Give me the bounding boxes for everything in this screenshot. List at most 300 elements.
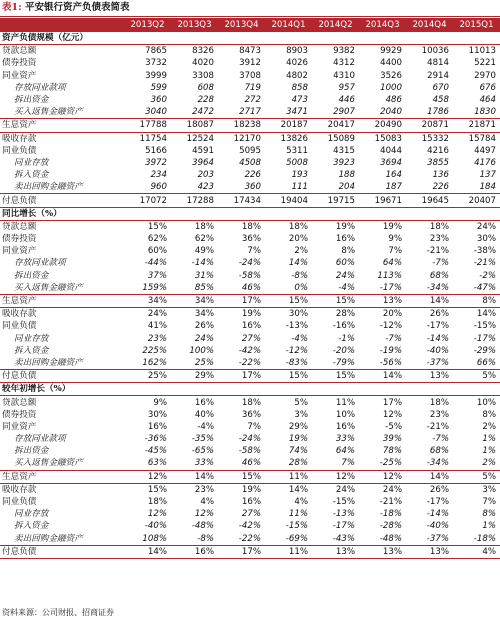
- table-cell: 2040: [380, 107, 402, 118]
- table-cell: 2%: [482, 458, 496, 469]
- table-cell: -24%: [238, 434, 261, 445]
- table-cell: 5008: [286, 157, 308, 168]
- table-row: [0, 308, 500, 321]
- table-cell: 23%: [429, 234, 449, 245]
- table-cell: 2717: [239, 107, 261, 118]
- table-row: [0, 45, 500, 58]
- table-cell: 19%: [382, 221, 402, 232]
- row-label: 同业存放: [14, 157, 49, 168]
- header-corner: [0, 18, 124, 32]
- table-cell: 19%: [241, 484, 261, 495]
- table-cell: 23%: [147, 333, 167, 344]
- table-cell: -14%: [426, 333, 449, 344]
- table-cell: 113%: [377, 270, 402, 281]
- table-cell: 27%: [241, 333, 261, 344]
- row-label: 同业负债: [2, 145, 37, 156]
- row-label: 吸收存款: [2, 484, 37, 495]
- row-label: 卖出回购金融资产: [14, 533, 83, 544]
- table-row: [0, 169, 500, 181]
- table-cell: 4044: [380, 145, 402, 156]
- table-row: [0, 508, 500, 520]
- table-cell: -69%: [285, 533, 308, 544]
- table-cell: -48%: [191, 521, 214, 532]
- table-cell: -2%: [479, 270, 496, 281]
- table-cell: 24%: [194, 333, 214, 344]
- table-cell: 15%: [265, 294, 312, 307]
- table-cell: -4%: [197, 421, 214, 432]
- table-cell: 4216: [427, 145, 449, 156]
- table-cell: 17%: [382, 397, 402, 408]
- table-cell: -15%: [473, 321, 496, 332]
- table-cell: 1%: [482, 434, 496, 445]
- table-cell: 30%: [288, 309, 308, 320]
- table-row: [0, 282, 500, 295]
- table-cell: 3999: [145, 70, 167, 81]
- table-cell: 11%: [335, 397, 355, 408]
- table-cell: 24%: [382, 484, 402, 495]
- table-cell: 19404: [265, 194, 312, 207]
- table-cell: 10036: [421, 46, 449, 57]
- row-label: 生息资产: [0, 119, 124, 132]
- table-cell: 858: [291, 82, 308, 93]
- table-cell: -7%: [385, 333, 402, 344]
- table-row: [0, 333, 500, 345]
- table-cell: 11%: [265, 470, 312, 483]
- table-cell: -25%: [379, 458, 402, 469]
- table-cell: -8%: [197, 533, 214, 544]
- table-cell: 8%: [482, 409, 496, 420]
- table-cell: 4%: [453, 545, 500, 558]
- row-label: 同业资产: [2, 246, 37, 257]
- table-cell: -36%: [144, 434, 167, 445]
- table-cell: -83%: [285, 357, 308, 368]
- column-header: 2013Q4: [218, 18, 265, 32]
- row-label: 存放同业款项: [14, 434, 66, 445]
- table-cell: 17288: [171, 194, 218, 207]
- table-cell: -20%: [332, 345, 355, 356]
- table-cell: 29%: [171, 370, 218, 383]
- row-label: 付息负债: [0, 370, 124, 383]
- table-cell: 193: [291, 170, 308, 181]
- table-cell: 17%: [218, 370, 265, 383]
- table-cell: 18087: [171, 119, 218, 132]
- table-cell: -17%: [332, 521, 355, 532]
- table-cell: 225%: [142, 345, 167, 356]
- table-cell: 8326: [192, 46, 214, 57]
- table-cell: -56%: [379, 357, 402, 368]
- table-title: [2, 0, 129, 16]
- table-cell: 676: [479, 82, 496, 93]
- table-cell: 3040: [145, 107, 167, 118]
- table-cell: -12%: [285, 345, 308, 356]
- table-cell: 18%: [241, 221, 261, 232]
- table-cell: 1%: [482, 446, 496, 457]
- section-header-row: [0, 32, 500, 45]
- table-cell: -65%: [191, 446, 214, 457]
- table-row: [0, 520, 500, 532]
- table-cell: 4310: [333, 70, 355, 81]
- table-cell: 12%: [359, 470, 406, 483]
- table-cell: 25%: [194, 357, 214, 368]
- table-cell: 2472: [192, 107, 214, 118]
- table-cell: 20417: [312, 119, 359, 132]
- table-cell: 25%: [124, 370, 171, 383]
- table-cell: 27%: [241, 509, 261, 520]
- table-cell: 26%: [429, 484, 449, 495]
- table-cell: 19%: [288, 434, 308, 445]
- column-header: 2014Q3: [359, 18, 406, 32]
- table-cell: 12524: [186, 133, 214, 144]
- table-cell: 188: [338, 170, 355, 181]
- table-cell: 8473: [239, 46, 261, 57]
- table-cell: 8%: [482, 509, 496, 520]
- table-row: [0, 82, 500, 94]
- table-cell: -58%: [238, 446, 261, 457]
- table-cell: 26%: [429, 309, 449, 320]
- table-cell: 670: [432, 82, 449, 93]
- source-note: 资料来源：公司财报、招商证券: [2, 608, 114, 617]
- table-cell: 13826: [280, 133, 308, 144]
- table-cell: 5%: [453, 470, 500, 483]
- table-cell: -14%: [426, 509, 449, 520]
- table-row: [0, 320, 500, 332]
- table-row: [0, 181, 500, 194]
- table-cell: 15%: [312, 294, 359, 307]
- table-row: [0, 483, 500, 496]
- table-cell: -12%: [379, 321, 402, 332]
- row-label: 拆入资金: [14, 521, 49, 532]
- table-cell: -15%: [332, 497, 355, 508]
- table-cell: 14%: [406, 294, 453, 307]
- table-cell: -17%: [473, 333, 496, 344]
- table-row: [0, 119, 500, 132]
- table-cell: 4176: [474, 157, 496, 168]
- table-row: [0, 57, 500, 69]
- row-label: 拆入资金: [14, 345, 49, 356]
- table-cell: -40%: [144, 521, 167, 532]
- row-label: 拆入资金: [14, 170, 49, 181]
- table-cell: 46%: [241, 458, 261, 469]
- table-row: [0, 396, 500, 409]
- table-cell: -17%: [426, 497, 449, 508]
- table-cell: 11013: [468, 46, 496, 57]
- table-cell: -29%: [473, 345, 496, 356]
- table-cell: 62%: [147, 234, 167, 245]
- table-cell: 3923: [333, 157, 355, 168]
- table-cell: 34%: [171, 294, 218, 307]
- table-cell: 5311: [286, 145, 308, 156]
- table-cell: 16%: [335, 234, 355, 245]
- header-row: [0, 18, 500, 32]
- table-row: [0, 245, 500, 257]
- table-cell: 2970: [474, 70, 496, 81]
- table-cell: 9%: [388, 234, 402, 245]
- table-row: [0, 433, 500, 445]
- table-cell: 18%: [288, 221, 308, 232]
- row-label: 买入返售金融资产: [14, 107, 83, 118]
- table-cell: -44%: [144, 258, 167, 269]
- table-cell: -16%: [332, 321, 355, 332]
- table-cell: 12%: [312, 470, 359, 483]
- table-cell: -21%: [379, 497, 402, 508]
- table-cell: -79%: [332, 357, 355, 368]
- table-cell: 100%: [189, 345, 214, 356]
- table-cell: 17434: [218, 194, 265, 207]
- table-cell: 4020: [192, 58, 214, 69]
- table-cell: 234: [150, 170, 167, 181]
- table-row: [0, 220, 500, 233]
- table-cell: 4508: [239, 157, 261, 168]
- table-cell: 18%: [147, 497, 167, 508]
- table-cell: 16%: [335, 421, 355, 432]
- table-cell: -5%: [385, 421, 402, 432]
- table-cell: 4497: [474, 145, 496, 156]
- table-cell: 39%: [382, 434, 402, 445]
- table-row: [0, 409, 500, 421]
- table-cell: 4026: [286, 58, 308, 69]
- table-cell: 3694: [380, 157, 402, 168]
- table-cell: 15784: [468, 133, 496, 144]
- table-cell: 272: [244, 95, 261, 106]
- table-cell: -13%: [285, 321, 308, 332]
- table-cell: -38%: [473, 246, 496, 257]
- table-cell: 78%: [382, 446, 402, 457]
- table-cell: 5%: [453, 370, 500, 383]
- section-title: 资产负债规模（亿元）: [0, 32, 500, 45]
- table-cell: 19671: [359, 194, 406, 207]
- table-row: [0, 157, 500, 169]
- table-cell: -22%: [238, 533, 261, 544]
- table-cell: 7%: [341, 458, 355, 469]
- table-cell: -37%: [426, 533, 449, 544]
- table-cell: 68%: [429, 270, 449, 281]
- table-cell: 159%: [142, 282, 167, 293]
- table-row: [0, 132, 500, 145]
- table-cell: 15%: [147, 221, 167, 232]
- table-row: [0, 257, 500, 269]
- table-cell: 10%: [335, 409, 355, 420]
- table-cell: 74%: [288, 446, 308, 457]
- table-cell: 9929: [380, 46, 402, 57]
- table-cell: -7%: [432, 434, 449, 445]
- table-cell: 30%: [476, 234, 496, 245]
- table-cell: 4814: [427, 58, 449, 69]
- row-label: 同业负债: [2, 321, 37, 332]
- table-cell: 228: [197, 95, 214, 106]
- table-cell: 16%: [194, 397, 214, 408]
- table-cell: -7%: [432, 258, 449, 269]
- table-cell: 36%: [241, 234, 261, 245]
- row-label: 债券投资: [2, 234, 37, 245]
- table-cell: 11754: [139, 133, 167, 144]
- table-cell: 13%: [406, 545, 453, 558]
- table-cell: 136: [432, 170, 449, 181]
- table-cell: 8903: [286, 46, 308, 57]
- table-cell: 46%: [241, 282, 261, 293]
- section-header-row: [0, 383, 500, 396]
- table-cell: 15332: [421, 133, 449, 144]
- table-row: [0, 370, 500, 383]
- section-title: 较年初增长（%）: [0, 383, 500, 396]
- table-cell: 18%: [194, 221, 214, 232]
- table-cell: -1%: [338, 333, 355, 344]
- column-header: 2014Q4: [406, 18, 453, 32]
- row-label: 贷款总额: [2, 221, 37, 232]
- row-label: 债券投资: [2, 58, 37, 69]
- table-cell: 3%: [482, 484, 496, 495]
- table-cell: 9%: [153, 397, 167, 408]
- row-label: 同业资产: [2, 421, 37, 432]
- table-cell: 16%: [241, 497, 261, 508]
- row-label: 付息负债: [0, 545, 124, 558]
- table-cell: 20187: [265, 119, 312, 132]
- table-cell: 184: [479, 182, 496, 193]
- table-cell: 18238: [218, 119, 265, 132]
- table-cell: 203: [197, 170, 214, 181]
- table-cell: 11%: [288, 509, 308, 520]
- table-cell: 15089: [327, 133, 355, 144]
- table-cell: 60%: [147, 246, 167, 257]
- table-row: [0, 533, 500, 546]
- table-cell: 20871: [406, 119, 453, 132]
- table-cell: 360: [150, 95, 167, 106]
- table-cell: -34%: [426, 282, 449, 293]
- row-label: 生息资产: [0, 294, 124, 307]
- table-cell: 31%: [194, 270, 214, 281]
- table-cell: 423: [197, 182, 214, 193]
- table-cell: 446: [338, 95, 355, 106]
- table-row: [0, 106, 500, 119]
- table-row: [0, 445, 500, 457]
- table-cell: 599: [150, 82, 167, 93]
- table-cell: -22%: [238, 357, 261, 368]
- table-cell: 20%: [382, 309, 402, 320]
- table-cell: 33%: [335, 434, 355, 445]
- table-cell: -8%: [291, 270, 308, 281]
- table-cell: 4591: [192, 145, 214, 156]
- table-cell: -24%: [238, 258, 261, 269]
- table-cell: 14%: [359, 370, 406, 383]
- table-cell: 15%: [312, 370, 359, 383]
- table-cell: 5166: [145, 145, 167, 156]
- row-label: 卖出回购金融资产: [14, 357, 83, 368]
- table-cell: 16%: [241, 321, 261, 332]
- table-cell: -47%: [473, 282, 496, 293]
- table-cell: 17%: [218, 545, 265, 558]
- table-cell: 14%: [171, 470, 218, 483]
- table-cell: 8%: [453, 294, 500, 307]
- table-cell: 486: [385, 95, 402, 106]
- table-cell: 23%: [429, 409, 449, 420]
- row-label: 卖出回购金融资产: [14, 182, 83, 193]
- table-cell: 23%: [194, 484, 214, 495]
- table-cell: 19645: [406, 194, 453, 207]
- table-cell: 3964: [192, 157, 214, 168]
- row-label: 买入返售金融资产: [14, 282, 83, 293]
- table-cell: 4802: [286, 70, 308, 81]
- table-row: [0, 496, 500, 508]
- table-cell: 957: [338, 82, 355, 93]
- table-cell: 5095: [239, 145, 261, 156]
- table-cell: 8%: [341, 246, 355, 257]
- table-cell: 15083: [374, 133, 402, 144]
- table-cell: 30%: [147, 409, 167, 420]
- balance-sheet-table: [0, 18, 500, 559]
- table-cell: -42%: [238, 345, 261, 356]
- table-row: [0, 233, 500, 245]
- table-cell: 226: [244, 170, 261, 181]
- table-cell: 16%: [171, 545, 218, 558]
- table-cell: 5221: [474, 58, 496, 69]
- table-cell: 1786: [427, 107, 449, 118]
- table-cell: 3308: [192, 70, 214, 81]
- table-cell: 15%: [265, 370, 312, 383]
- table-cell: 3855: [427, 157, 449, 168]
- table-cell: 608: [197, 82, 214, 93]
- table-cell: -40%: [426, 521, 449, 532]
- table-cell: 0%: [294, 282, 308, 293]
- table-cell: 14%: [476, 309, 496, 320]
- table-cell: 19715: [312, 194, 359, 207]
- table-cell: 64%: [382, 258, 402, 269]
- table-cell: 1830: [474, 107, 496, 118]
- title-divider: [0, 16, 500, 17]
- table-cell: 4%: [294, 497, 308, 508]
- table-cell: 12170: [233, 133, 261, 144]
- table-cell: 9382: [333, 46, 355, 57]
- table-cell: 11%: [265, 545, 312, 558]
- table-cell: 28%: [288, 458, 308, 469]
- table-cell: -21%: [426, 421, 449, 432]
- table-cell: 41%: [147, 321, 167, 332]
- table-cell: -35%: [191, 434, 214, 445]
- table-cell: 16%: [147, 421, 167, 432]
- table-cell: 17%: [218, 294, 265, 307]
- table-cell: 17788: [124, 119, 171, 132]
- table-cell: 15%: [218, 470, 265, 483]
- table-cell: 17072: [124, 194, 171, 207]
- table-cell: 20%: [288, 234, 308, 245]
- table-cell: 49%: [194, 246, 214, 257]
- table-cell: 66%: [476, 357, 496, 368]
- table-cell: -18%: [473, 533, 496, 544]
- row-label: 付息负债: [0, 194, 124, 207]
- table-cell: 360: [244, 182, 261, 193]
- row-label: 拆出资金: [14, 446, 49, 457]
- table-cell: 13%: [406, 370, 453, 383]
- table-number: 表1:: [2, 2, 22, 13]
- table-cell: 1%: [482, 521, 496, 532]
- table-cell: 60%: [335, 258, 355, 269]
- column-header: 2013Q2: [124, 18, 171, 32]
- table-cell: 34%: [124, 294, 171, 307]
- table-cell: 164: [385, 170, 402, 181]
- row-label: 同业存放: [14, 509, 49, 520]
- table-cell: 14%: [124, 545, 171, 558]
- table-cell: 28%: [335, 309, 355, 320]
- table-cell: 111: [291, 182, 308, 193]
- table-cell: 64%: [335, 446, 355, 457]
- table-cell: 36%: [241, 409, 261, 420]
- table-cell: 68%: [429, 446, 449, 457]
- table-cell: 26%: [194, 321, 214, 332]
- table-cell: 29%: [288, 421, 308, 432]
- table-cell: 4%: [200, 497, 214, 508]
- row-label: 贷款总额: [2, 397, 37, 408]
- table-cell: 204: [338, 182, 355, 193]
- table-cell: 13%: [359, 294, 406, 307]
- table-cell: 3912: [239, 58, 261, 69]
